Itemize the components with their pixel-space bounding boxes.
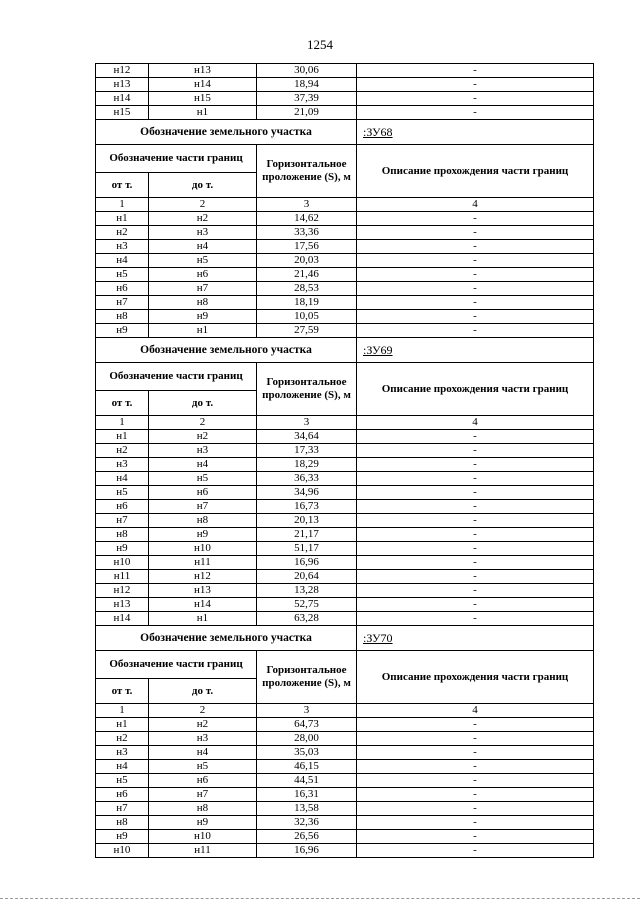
distance-cell: 64,73 [257, 718, 357, 732]
column-number: 4 [357, 416, 594, 430]
description-cell: - [357, 528, 594, 542]
distance-cell: 16,73 [257, 500, 357, 514]
table-row [96, 556, 594, 570]
description-cell: - [357, 598, 594, 612]
from-point-cell: н7 [96, 802, 149, 816]
table-row [96, 612, 594, 626]
table-row [96, 296, 594, 310]
from-point-cell: н4 [96, 254, 149, 268]
to-point-cell: н3 [149, 226, 257, 240]
plot-title-label: Обозначение земельного участка [96, 338, 357, 363]
distance-cell: 28,00 [257, 732, 357, 746]
to-point-cell: н9 [149, 310, 257, 324]
plot-title-label: Обозначение земельного участка [96, 626, 357, 651]
description-cell: - [357, 556, 594, 570]
from-point-cell: н11 [96, 570, 149, 584]
description-cell: - [357, 816, 594, 830]
table-row [96, 732, 594, 746]
to-point-cell: н14 [149, 78, 257, 92]
table-row [96, 212, 594, 226]
from-point-cell: н8 [96, 528, 149, 542]
to-point-cell: н3 [149, 444, 257, 458]
description-cell: - [357, 830, 594, 844]
from-point-cell: н7 [96, 514, 149, 528]
from-point-cell: н15 [96, 106, 149, 120]
to-point-cell: н14 [149, 598, 257, 612]
table-row [96, 802, 594, 816]
header-row [96, 145, 594, 173]
from-point-cell: н6 [96, 788, 149, 802]
table-row [96, 458, 594, 472]
column-number-row [96, 198, 594, 212]
column-number-row [96, 704, 594, 718]
description-cell: - [357, 64, 594, 78]
table-row [96, 324, 594, 338]
column-number: 2 [149, 198, 257, 212]
to-point-cell: н11 [149, 556, 257, 570]
to-point-cell: н13 [149, 584, 257, 598]
table-row [96, 472, 594, 486]
table-row [96, 64, 594, 78]
table-row [96, 570, 594, 584]
distance-cell: 20,64 [257, 570, 357, 584]
table-row [96, 746, 594, 760]
to-point-cell: н1 [149, 106, 257, 120]
description-cell: - [357, 746, 594, 760]
distance-cell: 28,53 [257, 282, 357, 296]
boundary-table-body [96, 64, 594, 858]
plot-title-row [96, 338, 594, 363]
boundary-table [95, 63, 594, 858]
from-point-cell: н8 [96, 816, 149, 830]
distance-cell: 33,36 [257, 226, 357, 240]
to-point-cell: н13 [149, 64, 257, 78]
from-point-cell: н3 [96, 746, 149, 760]
to-point-cell: н12 [149, 570, 257, 584]
to-point-cell: н10 [149, 830, 257, 844]
table-row [96, 430, 594, 444]
to-header: до т. [149, 679, 257, 704]
to-point-cell: н4 [149, 746, 257, 760]
from-point-cell: н1 [96, 718, 149, 732]
to-point-cell: н4 [149, 240, 257, 254]
description-cell: - [357, 802, 594, 816]
table-row [96, 486, 594, 500]
description-cell: - [357, 324, 594, 338]
distance-cell: 36,33 [257, 472, 357, 486]
table-row [96, 268, 594, 282]
page-number: 1254 [307, 37, 333, 52]
from-point-cell: н14 [96, 612, 149, 626]
table-row [96, 816, 594, 830]
plot-designation: :ЗУ69 [357, 338, 594, 363]
description-cell: - [357, 282, 594, 296]
column-number: 1 [96, 198, 149, 212]
to-point-cell: н1 [149, 612, 257, 626]
to-point-cell: н7 [149, 500, 257, 514]
from-header: от т. [96, 173, 149, 198]
distance-cell: 44,51 [257, 774, 357, 788]
distance-cell: 32,36 [257, 816, 357, 830]
from-point-cell: н14 [96, 92, 149, 106]
distance-cell: 18,29 [257, 458, 357, 472]
distance-cell: 16,96 [257, 556, 357, 570]
from-point-cell: н7 [96, 296, 149, 310]
table-row [96, 106, 594, 120]
to-header: до т. [149, 173, 257, 198]
distance-cell: 21,09 [257, 106, 357, 120]
table-row [96, 240, 594, 254]
description-cell: - [357, 226, 594, 240]
plot-title-row [96, 120, 594, 145]
table-row [96, 542, 594, 556]
distance-cell: 37,39 [257, 92, 357, 106]
from-point-cell: н6 [96, 500, 149, 514]
description-cell: - [357, 240, 594, 254]
table-row [96, 844, 594, 858]
table-row [96, 500, 594, 514]
from-point-cell: н6 [96, 282, 149, 296]
part-bounds-header: Обозначение части границ [96, 145, 257, 173]
from-point-cell: н1 [96, 212, 149, 226]
from-point-cell: н2 [96, 732, 149, 746]
from-point-cell: н3 [96, 240, 149, 254]
description-cell: - [357, 430, 594, 444]
description-cell: - [357, 486, 594, 500]
table-row [96, 774, 594, 788]
from-header: от т. [96, 391, 149, 416]
table-row [96, 598, 594, 612]
to-header: до т. [149, 391, 257, 416]
table-row [96, 514, 594, 528]
distance-cell: 51,17 [257, 542, 357, 556]
to-point-cell: н8 [149, 514, 257, 528]
from-point-cell: н1 [96, 430, 149, 444]
column-number: 3 [257, 704, 357, 718]
distance-cell: 16,96 [257, 844, 357, 858]
part-bounds-header: Обозначение части границ [96, 651, 257, 679]
description-cell: - [357, 310, 594, 324]
from-header: от т. [96, 679, 149, 704]
header-row [96, 651, 594, 679]
to-point-cell: н5 [149, 760, 257, 774]
distance-cell: 10,05 [257, 310, 357, 324]
distance-cell: 21,46 [257, 268, 357, 282]
table-row [96, 444, 594, 458]
footer-divider [0, 898, 640, 900]
description-cell: - [357, 514, 594, 528]
to-point-cell: н7 [149, 788, 257, 802]
description-cell: - [357, 78, 594, 92]
from-point-cell: н5 [96, 774, 149, 788]
plot-title-label: Обозначение земельного участка [96, 120, 357, 145]
to-point-cell: н9 [149, 528, 257, 542]
from-point-cell: н4 [96, 472, 149, 486]
description-cell: - [357, 254, 594, 268]
description-cell: - [357, 584, 594, 598]
from-point-cell: н3 [96, 458, 149, 472]
column-number: 3 [257, 198, 357, 212]
table-row [96, 226, 594, 240]
description-cell: - [357, 612, 594, 626]
column-number: 4 [357, 198, 594, 212]
description-cell: - [357, 472, 594, 486]
description-cell: - [357, 732, 594, 746]
description-cell: - [357, 296, 594, 310]
from-point-cell: н12 [96, 584, 149, 598]
description-cell: - [357, 268, 594, 282]
distance-cell: 20,13 [257, 514, 357, 528]
distance-cell: 26,56 [257, 830, 357, 844]
to-point-cell: н5 [149, 254, 257, 268]
distance-cell: 30,06 [257, 64, 357, 78]
distance-cell: 16,31 [257, 788, 357, 802]
column-number: 2 [149, 416, 257, 430]
description-cell: - [357, 106, 594, 120]
to-point-cell: н9 [149, 816, 257, 830]
description-cell: - [357, 542, 594, 556]
to-point-cell: н7 [149, 282, 257, 296]
from-point-cell: н5 [96, 268, 149, 282]
to-point-cell: н5 [149, 472, 257, 486]
from-point-cell: н9 [96, 324, 149, 338]
to-point-cell: н2 [149, 430, 257, 444]
distance-cell: 17,33 [257, 444, 357, 458]
distance-cell: 27,59 [257, 324, 357, 338]
to-point-cell: н2 [149, 718, 257, 732]
distance-cell: 13,28 [257, 584, 357, 598]
description-cell: - [357, 760, 594, 774]
distance-cell: 18,19 [257, 296, 357, 310]
table-row [96, 830, 594, 844]
description-header: Описание прохождения части границ [357, 145, 594, 198]
description-cell: - [357, 718, 594, 732]
table-row [96, 282, 594, 296]
table-row [96, 92, 594, 106]
to-point-cell: н2 [149, 212, 257, 226]
description-cell: - [357, 788, 594, 802]
header-row [96, 363, 594, 391]
from-point-cell: н13 [96, 78, 149, 92]
to-point-cell: н15 [149, 92, 257, 106]
to-point-cell: н6 [149, 268, 257, 282]
description-cell: - [357, 458, 594, 472]
horizontal-distance-header: Горизонтальное проложение (S), м [257, 145, 357, 198]
distance-cell: 17,56 [257, 240, 357, 254]
column-number: 1 [96, 704, 149, 718]
from-point-cell: н5 [96, 486, 149, 500]
from-point-cell: н9 [96, 830, 149, 844]
to-point-cell: н8 [149, 296, 257, 310]
from-point-cell: н10 [96, 556, 149, 570]
table-row [96, 788, 594, 802]
distance-cell: 14,62 [257, 212, 357, 226]
horizontal-distance-header: Горизонтальное проложение (S), м [257, 651, 357, 704]
table-row [96, 528, 594, 542]
to-point-cell: н6 [149, 486, 257, 500]
column-number-row [96, 416, 594, 430]
description-header: Описание прохождения части границ [357, 363, 594, 416]
column-number: 1 [96, 416, 149, 430]
distance-cell: 52,75 [257, 598, 357, 612]
distance-cell: 21,17 [257, 528, 357, 542]
to-point-cell: н3 [149, 732, 257, 746]
table-row [96, 310, 594, 324]
description-cell: - [357, 844, 594, 858]
column-number: 3 [257, 416, 357, 430]
plot-designation: :ЗУ68 [357, 120, 594, 145]
table-row [96, 718, 594, 732]
to-point-cell: н1 [149, 324, 257, 338]
distance-cell: 35,03 [257, 746, 357, 760]
table-row [96, 254, 594, 268]
distance-cell: 34,96 [257, 486, 357, 500]
description-cell: - [357, 212, 594, 226]
distance-cell: 46,15 [257, 760, 357, 774]
horizontal-distance-header: Горизонтальное проложение (S), м [257, 363, 357, 416]
description-cell: - [357, 92, 594, 106]
to-point-cell: н4 [149, 458, 257, 472]
from-point-cell: н9 [96, 542, 149, 556]
description-header: Описание прохождения части границ [357, 651, 594, 704]
to-point-cell: н8 [149, 802, 257, 816]
column-number: 2 [149, 704, 257, 718]
description-cell: - [357, 444, 594, 458]
column-number: 4 [357, 704, 594, 718]
from-point-cell: н10 [96, 844, 149, 858]
from-point-cell: н2 [96, 444, 149, 458]
to-point-cell: н10 [149, 542, 257, 556]
from-point-cell: н8 [96, 310, 149, 324]
table-row [96, 78, 594, 92]
to-point-cell: н6 [149, 774, 257, 788]
from-point-cell: н4 [96, 760, 149, 774]
plot-title-row [96, 626, 594, 651]
part-bounds-header: Обозначение части границ [96, 363, 257, 391]
from-point-cell: н13 [96, 598, 149, 612]
description-cell: - [357, 774, 594, 788]
table-row [96, 760, 594, 774]
description-cell: - [357, 500, 594, 514]
distance-cell: 13,58 [257, 802, 357, 816]
description-cell: - [357, 570, 594, 584]
distance-cell: 20,03 [257, 254, 357, 268]
distance-cell: 34,64 [257, 430, 357, 444]
to-point-cell: н11 [149, 844, 257, 858]
table-row [96, 584, 594, 598]
distance-cell: 18,94 [257, 78, 357, 92]
from-point-cell: н12 [96, 64, 149, 78]
from-point-cell: н2 [96, 226, 149, 240]
plot-designation: :ЗУ70 [357, 626, 594, 651]
distance-cell: 63,28 [257, 612, 357, 626]
